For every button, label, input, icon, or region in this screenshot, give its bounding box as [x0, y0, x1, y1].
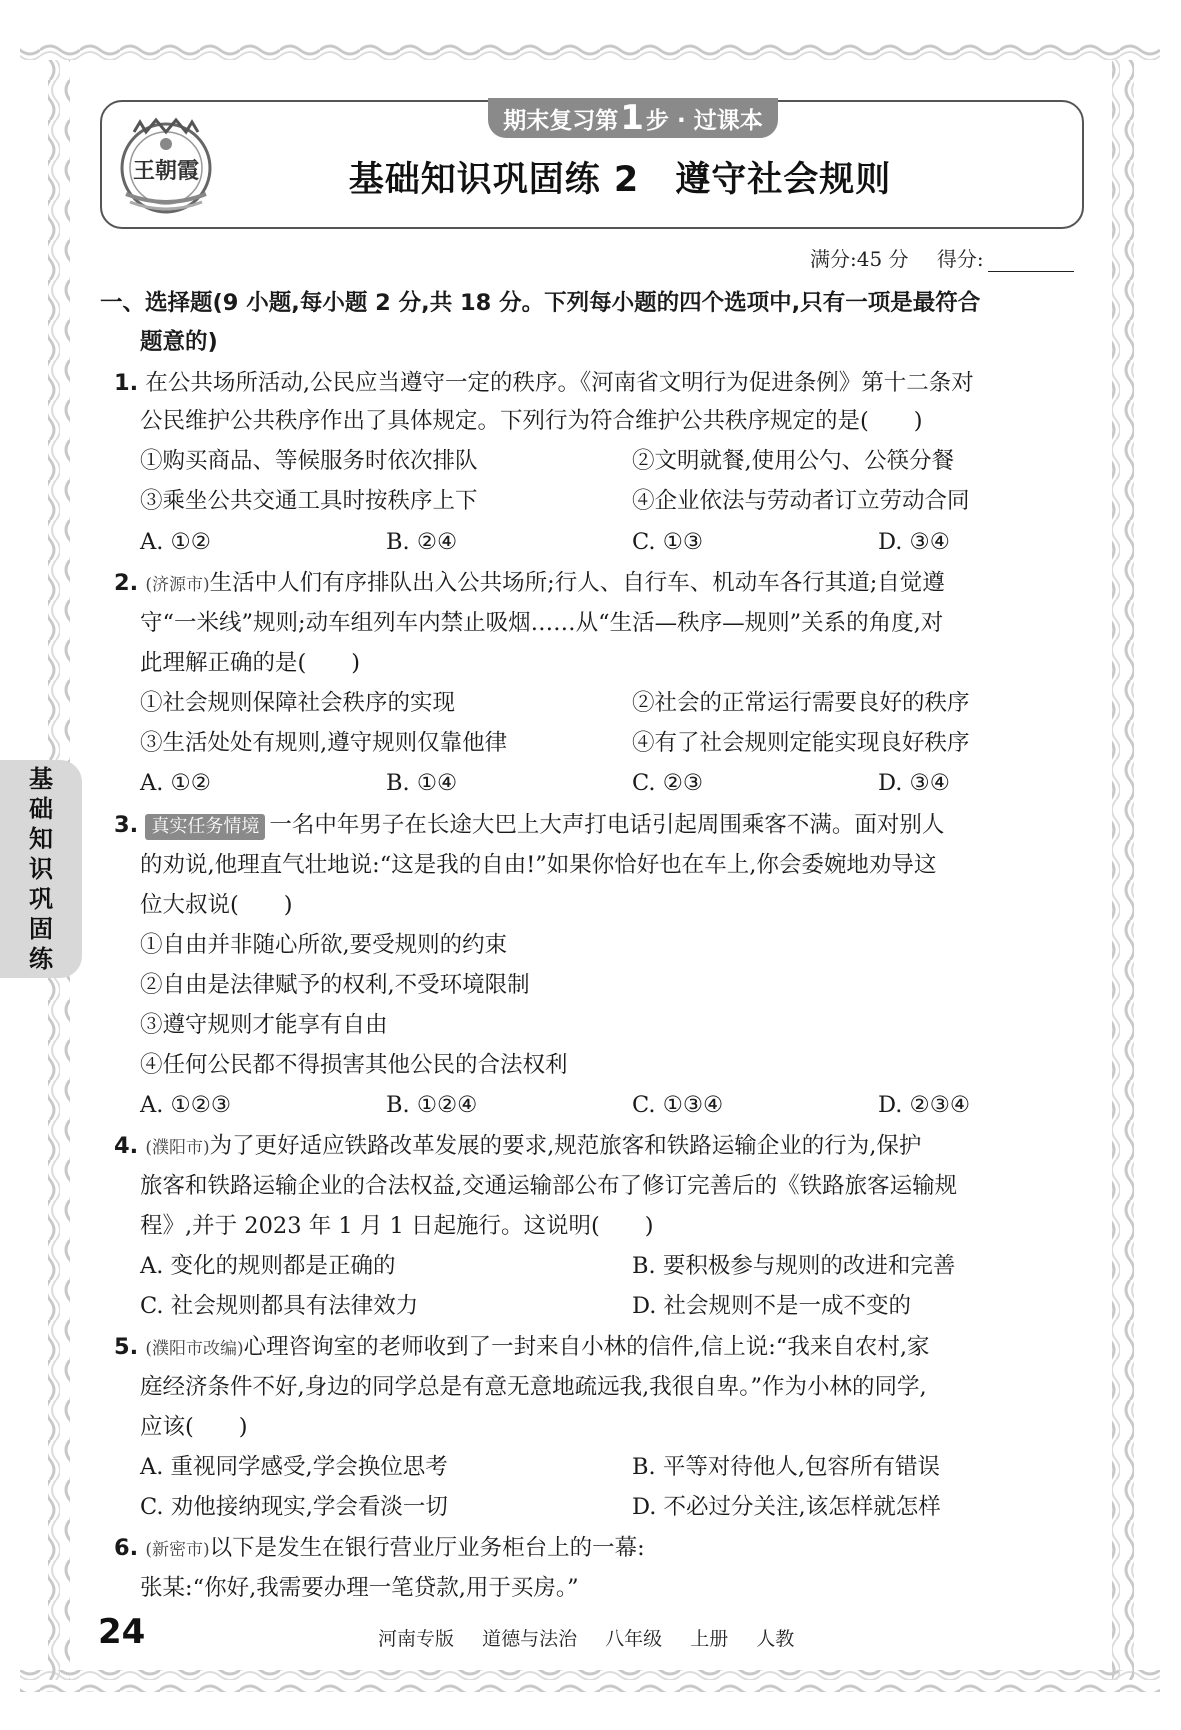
footer-info — [378, 1624, 816, 1651]
question-6 — [114, 1533, 645, 1565]
option-c[interactable]: C. ①③ — [632, 529, 704, 555]
option-d[interactable]: D. ②③④ — [878, 1092, 971, 1118]
side-tab-char: 基 — [29, 765, 53, 793]
option-c[interactable]: C. ①③④ — [632, 1092, 724, 1118]
side-tab-char: 础 — [29, 795, 53, 823]
footer-volume: 上册 — [690, 1628, 729, 1650]
question-number: 5. — [114, 1334, 139, 1360]
question-number: 1. — [114, 370, 139, 396]
option-d[interactable]: D. ③④ — [878, 770, 950, 796]
page-title: 基础知识巩固练 2 遵守社会规则 — [348, 160, 892, 200]
question-3 — [114, 810, 944, 840]
question-text: 以下是发生在银行营业厅业务柜台上的一幕: — [209, 1535, 645, 1561]
footer-subject: 道德与法治 — [482, 1628, 578, 1650]
question-text: 为了更好适应铁路改革发展的要求,规范旅客和铁路运输企业的行为,保护 — [209, 1133, 922, 1159]
question-text: 的劝说,他理直气壮地说:“这是我的自由!”如果你恰好也在车上,你会委婉地劝导这 — [140, 852, 937, 878]
question-4 — [114, 1131, 921, 1163]
statement-4: ④任何公民都不得损害其他公民的合法权利 — [140, 1052, 568, 1078]
question-2 — [114, 568, 945, 600]
section-heading-cont: 题意的) — [140, 329, 218, 355]
question-source: (濮阳市) — [145, 1138, 210, 1158]
question-text: 程》,并于 2023 年 1 月 1 日起施行。这说明( ) — [140, 1213, 654, 1239]
brand-logo — [112, 110, 220, 218]
option-a[interactable]: A. ①② — [140, 770, 211, 796]
chapter-side-tab — [0, 760, 82, 978]
question-text: 生活中人们有序排队出入公共场所;行人、自行车、机动车各行其道;自觉遵 — [209, 570, 945, 596]
statement-2: ②自由是法律赋予的权利,不受环境限制 — [140, 972, 530, 998]
question-text: 应该( ) — [140, 1414, 248, 1440]
score-line — [810, 243, 1074, 272]
option-b[interactable]: B. ①④ — [386, 770, 458, 796]
option-a[interactable]: A. 变化的规则都是正确的 — [140, 1253, 396, 1279]
option-d[interactable]: D. 社会规则不是一成不变的 — [632, 1293, 912, 1319]
footer-edition: 河南专版 — [378, 1628, 455, 1650]
question-5 — [114, 1332, 930, 1364]
option-d[interactable]: D. ③④ — [878, 529, 950, 555]
question-source: (济源市) — [145, 575, 210, 595]
review-step-banner — [488, 98, 778, 138]
option-b[interactable]: B. 要积极参与规则的改进和完善 — [632, 1253, 956, 1279]
statement-4: ④有了社会规则定能实现良好秩序 — [632, 730, 970, 756]
side-tab-char: 巩 — [29, 885, 53, 913]
step-suffix: 步 · 过课本 — [645, 107, 763, 134]
question-text: 此理解正确的是( ) — [140, 650, 361, 676]
statement-1: ①社会规则保障社会秩序的实现 — [140, 690, 456, 716]
option-d[interactable]: D. 不必过分关注,该怎样就怎样 — [632, 1494, 941, 1520]
question-text: 旅客和铁路运输企业的合法权益,交通运输部公布了修订完善后的《铁路旅客运输规 — [140, 1173, 958, 1199]
question-text: 一名中年男子在长途大巴上大声打电话引起周围乘客不满。面对别人 — [269, 812, 945, 838]
full-score: 满分:45 分 — [810, 247, 909, 271]
statement-4: ④企业依法与劳动者订立劳动合同 — [632, 488, 970, 514]
option-a[interactable]: A. ①②③ — [140, 1092, 232, 1118]
option-c[interactable]: C. 劝他接纳现实,学会看淡一切 — [140, 1494, 448, 1520]
question-1 — [114, 368, 974, 398]
side-tab-char: 知 — [29, 825, 53, 853]
question-text: 守“一米线”规则;动车组列车内禁止吸烟……从“生活—秩序—规则”关系的角度,对 — [140, 610, 944, 636]
question-text: 公民维护公共秩序作出了具体规定。下列行为符合维护公共秩序规定的是( ) — [140, 408, 923, 434]
question-number: 2. — [114, 570, 139, 596]
statement-2: ②社会的正常运行需要良好的秩序 — [632, 690, 970, 716]
scenario-tag: 真实任务情境 — [145, 814, 265, 840]
statement-2: ②文明就餐,使用公勺、公筷分餐 — [632, 448, 955, 474]
question-number: 3. — [114, 812, 139, 838]
step-prefix: 期末复习第 — [503, 107, 619, 134]
footer-publisher: 人教 — [756, 1628, 795, 1650]
statement-3: ③遵守规则才能享有自由 — [140, 1012, 388, 1038]
question-number: 6. — [114, 1535, 139, 1561]
section-heading: 一、选择题(9 小题,每小题 2 分,共 18 分。下列每小题的四个选项中,只有一项是最符合 — [100, 290, 981, 316]
question-text: 位大叔说( ) — [140, 892, 293, 918]
footer-grade: 八年级 — [605, 1628, 663, 1650]
option-b[interactable]: B. ①②④ — [386, 1092, 478, 1118]
option-c[interactable]: C. ②③ — [632, 770, 704, 796]
step-number: 1 — [620, 98, 644, 138]
option-b[interactable]: B. ②④ — [386, 529, 458, 555]
option-c[interactable]: C. 社会规则都具有法律效力 — [140, 1293, 419, 1319]
question-source: (濮阳市改编) — [145, 1339, 244, 1359]
question-text: 庭经济条件不好,身边的同学总是有意无意地疏远我,我很自卑。”作为小林的同学, — [140, 1374, 927, 1400]
side-tab-char: 练 — [29, 945, 53, 973]
statement-3: ③生活处处有规则,遵守规则仅靠他律 — [140, 730, 508, 756]
statement-3: ③乘坐公共交通工具时按秩序上下 — [140, 488, 478, 514]
side-tab-char: 固 — [29, 915, 53, 943]
question-text: 心理咨询室的老师收到了一封来自小林的信件,信上说:“我来自农村,家 — [243, 1334, 930, 1360]
question-number: 4. — [114, 1133, 139, 1159]
logo-wordmark: 王朝霞 — [132, 158, 200, 184]
question-text: 在公共场所活动,公民应当遵守一定的秩序。《河南省文明行为促进条例》第十二条对 — [145, 370, 974, 396]
question-text: 张某:“你好,我需要办理一笔贷款,用于买房。” — [140, 1575, 579, 1601]
question-source: (新密市) — [145, 1540, 210, 1560]
option-a[interactable]: A. 重视同学感受,学会换位思考 — [140, 1454, 448, 1480]
option-a[interactable]: A. ①② — [140, 529, 211, 555]
option-b[interactable]: B. 平等对待他人,包容所有错误 — [632, 1454, 940, 1480]
statement-1: ①购买商品、等候服务时依次排队 — [140, 448, 478, 474]
score-blank[interactable] — [988, 251, 1074, 272]
statement-1: ①自由并非随心所欲,要受规则的约束 — [140, 932, 508, 958]
score-label: 得分: — [936, 247, 984, 271]
page-number: 24 — [98, 1612, 146, 1652]
side-tab-char: 识 — [29, 855, 53, 883]
